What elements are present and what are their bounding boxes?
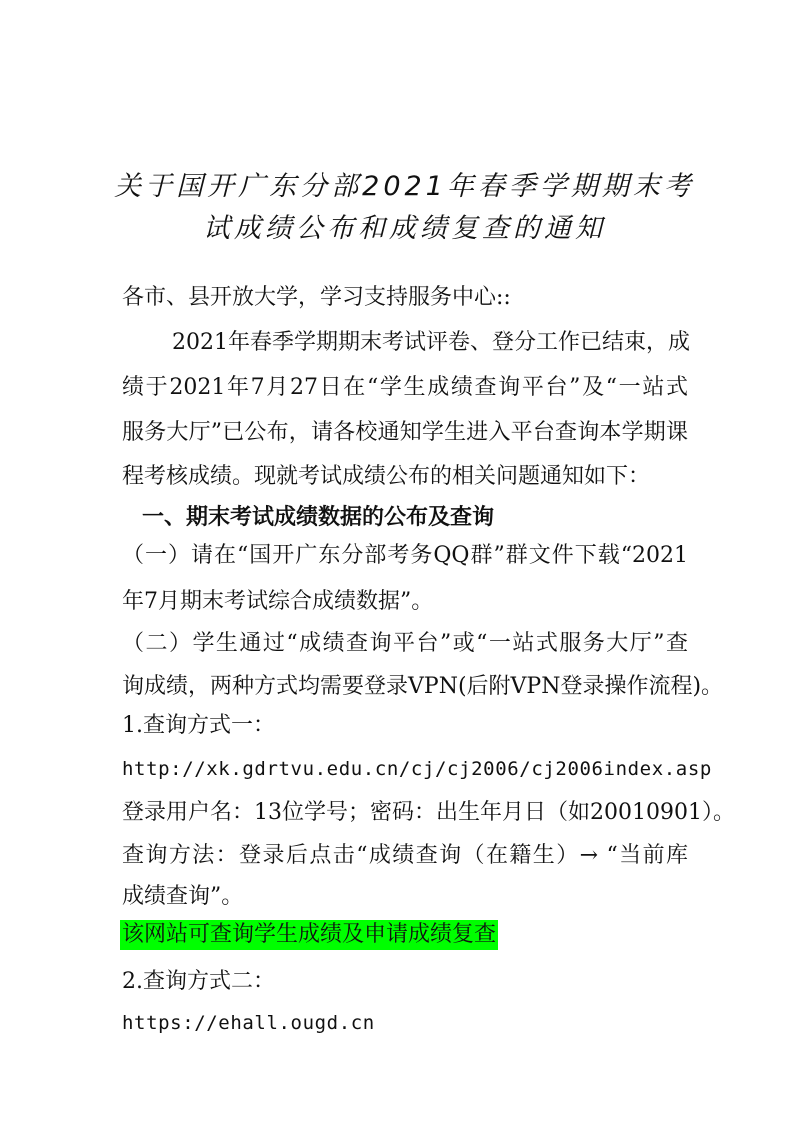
section-heading: 一、期末考试成绩数据的公布及查询	[142, 505, 495, 530]
paragraph-line: 程考核成绩。现就考试成绩公布的相关问题通知如下：	[122, 464, 651, 489]
item-line: （一）请在“国开广东分部考务QQ群”群文件下载“2021	[122, 543, 688, 568]
method1-howto: 成绩查询”。	[122, 884, 244, 909]
method2-url[interactable]: https://ehall.ougd.cn	[122, 1012, 375, 1034]
item-line: （二）学生通过“成绩查询平台”或“一站式服务大厅”查	[122, 631, 688, 656]
highlight-note-wrap	[120, 920, 686, 950]
salutation: 各市、县开放大学，学习支持服务中心::	[122, 285, 511, 310]
item-line: 询成绩，两种方式均需要登录VPN(后附VPN登录操作流程)。	[122, 674, 724, 699]
item-line: 年7月期末考试综合成绩数据”。	[122, 589, 434, 614]
paragraph-line: 2021年春季学期期末考试评卷、登分工作已结束，成	[172, 330, 690, 355]
method1-howto: 查询方法：登录后点击“成绩查询（在籍生）→ “当前库	[122, 843, 688, 868]
document-title-line-2: 试成绩公布和成绩复查的通知	[203, 213, 606, 244]
method1-login: 登录用户名：13位学号；密码：出生年月日（如20010901）。	[122, 800, 735, 825]
paragraph-line: 绩于2021年7月27日在“学生成绩查询平台”及“一站式	[122, 375, 688, 400]
document-title-line-1: 关于国开广东分部2021年春季学期期末考	[114, 171, 695, 202]
method1-url[interactable]: http://xk.gdrtvu.edu.cn/cj/cj2006/cj2006index.asp	[122, 758, 712, 780]
highlight-note: 该网站可查询学生成绩及申请成绩复查	[120, 920, 498, 950]
paragraph-line: 服务大厅”已公布，请各校通知学生进入平台查询本学期课	[122, 420, 688, 445]
method1-label: 1.查询方式一：	[122, 713, 275, 738]
method2-label: 2.查询方式二：	[122, 969, 275, 994]
